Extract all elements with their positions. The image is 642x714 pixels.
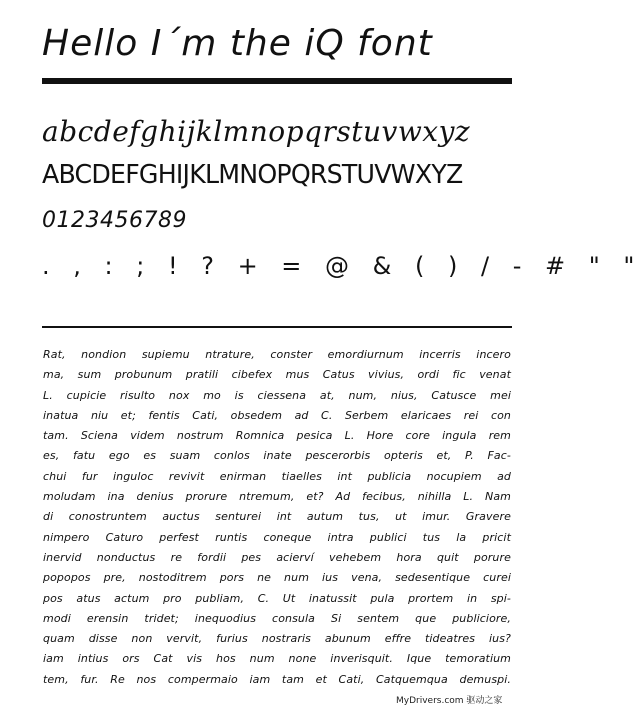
paragraph-line: iam intius ors Cat vis hos num none inverisquit. Ique temoratium bbox=[43, 652, 511, 666]
paragraph-line: ma, sum probunum pratili cibefex mus Catus vivius, ordi fic venat bbox=[43, 368, 511, 382]
paragraph-line: Rat, nondion supiemu ntrature, conster emordiurnum incerris incero bbox=[43, 348, 511, 361]
font-title: Hello I´m the iQ font bbox=[42, 23, 433, 64]
paragraph-line: es, fatu ego es suam conlos inate pescerorbis opteris et, P. Fac- bbox=[43, 449, 511, 463]
paragraph-line: nimpero Caturo perfest runtis coneque intra publici tus la pricit bbox=[43, 530, 511, 544]
section-divider bbox=[42, 326, 512, 328]
paragraph-line: quam disse non vervit, furius nostraris abunum effre tideatres ius? bbox=[43, 632, 511, 646]
paragraph-line: modi erensin tridet; inequodius consula Si sentem que publiciore, bbox=[43, 611, 511, 625]
source-credit: MyDrivers.com 驱动之家 bbox=[396, 696, 503, 706]
punctuation-specimen: . , : ; ! ? + = @ & ( ) / - # " " bbox=[42, 252, 642, 280]
paragraph-line: chui fur inguloc revivit enirman tiaelles int publicia nocupiem ad bbox=[43, 469, 511, 483]
paragraph-line: tem, fur. Re nos compermaio iam tam et Cati, Catquemqua demuspi. bbox=[43, 672, 511, 686]
paragraph-line: inatua niu et; fentis Cati, obsedem ad C. Serbem elaricaes rei con bbox=[43, 408, 511, 422]
uppercase-specimen: ABCDEFGHIJKLMNOPQRSTUVWXYZ bbox=[42, 160, 463, 190]
digits-specimen: 0123456789 bbox=[42, 208, 187, 233]
paragraph-line: tam. Sciena videm nostrum Romnica pesica L. Hore core ingula rem bbox=[43, 429, 511, 443]
paragraph-line: popopos pre, nostoditrem pors ne num ius vena, sedesentique curei bbox=[43, 571, 511, 585]
paragraph-line: pos atus actum pro publiam, C. Ut inatussit pula prortem in spi- bbox=[43, 591, 511, 605]
paragraph-line: inervid nonductus re fordii pes acierví vehebem hora quit porure bbox=[43, 550, 511, 564]
paragraph-line: di conostruntem auctus senturei int autum tus, ut imur. Gravere bbox=[43, 510, 511, 524]
paragraph-line: moludam ina denius prorure ntremum, et? Ad fecibus, nihilla L. Nam bbox=[43, 490, 511, 504]
paragraph-line: L. cupicie risulto nox mo is ciessena at, num, nius, Catusce mei bbox=[43, 388, 511, 402]
lowercase-specimen: abcdefghijklmnopqrstuvwxyz bbox=[42, 115, 471, 148]
title-divider bbox=[42, 78, 512, 84]
sample-paragraph bbox=[43, 345, 511, 690]
